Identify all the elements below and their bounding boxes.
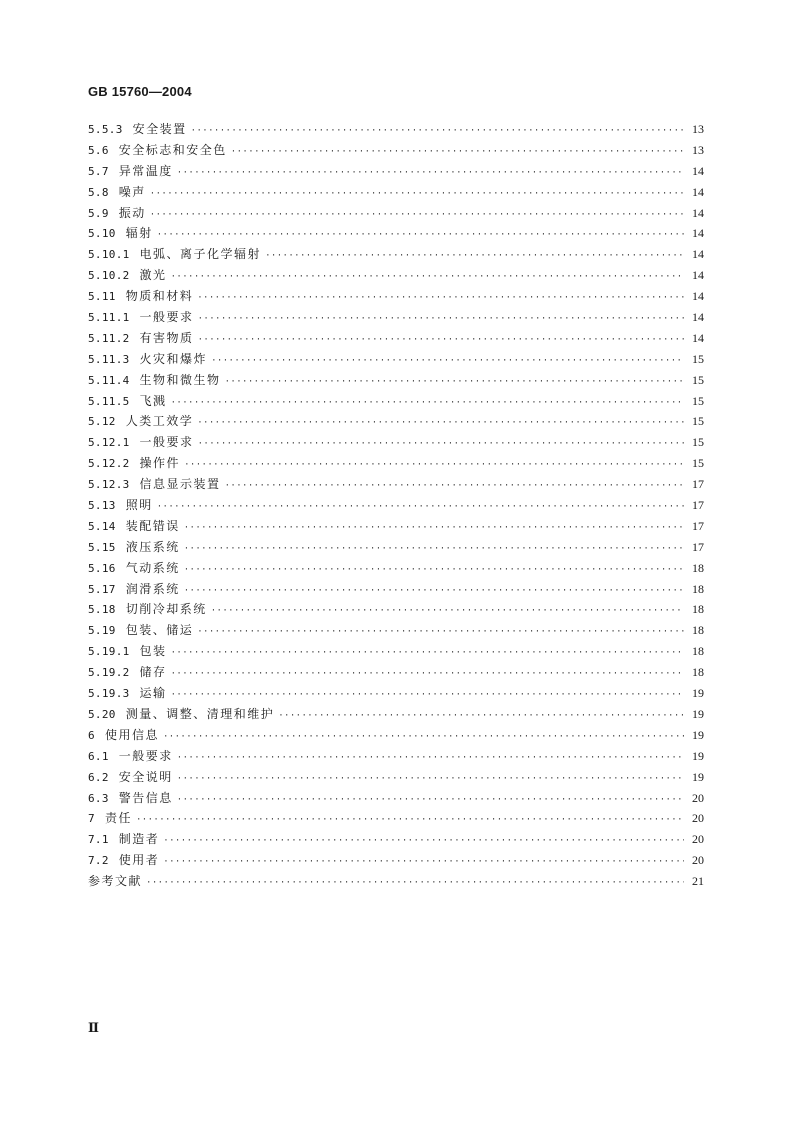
toc-entry: [88, 495, 704, 516]
toc-dot-leader: [191, 121, 684, 142]
toc-entry-number: 5.12: [88, 415, 116, 429]
toc-entry-page: 17: [692, 539, 704, 554]
toc-entry-number: 5.19.1: [88, 645, 130, 659]
toc-entry-page: 17: [692, 477, 704, 492]
toc-entry-title: 一般要求: [118, 748, 173, 763]
toc-dot-leader: [211, 601, 684, 622]
toc-dot-leader: [197, 288, 684, 309]
toc-entry-title: 有害物质: [139, 330, 194, 345]
toc-entry-number: 5.11: [88, 290, 116, 304]
toc-entry-title: 包装、储运: [125, 623, 194, 638]
toc-dot-leader: [184, 581, 684, 602]
toc-entry-number: 5.8: [88, 185, 109, 199]
toc-entry: [88, 662, 704, 683]
toc-entry-number: 5.19.2: [88, 666, 130, 680]
toc-entry: [88, 746, 704, 767]
toc-entry-title: 飞溅: [139, 393, 167, 408]
toc-dot-leader: [163, 852, 684, 873]
toc-entry-number: 5.15: [88, 540, 116, 554]
toc-dot-leader: [225, 372, 684, 393]
toc-entry-title: 照明: [125, 498, 153, 513]
toc-entry: [88, 265, 704, 286]
toc-entry-title: 辐射: [125, 226, 153, 241]
toc-entry: [88, 328, 704, 349]
toc-dot-leader: [184, 455, 684, 476]
toc-entry-title: 安全说明: [118, 769, 173, 784]
toc-entry-number: 5.5.3: [88, 123, 123, 136]
toc-dot-leader: [171, 643, 684, 664]
toc-entry-number: 6.1: [88, 749, 109, 763]
page-number-footer: Ⅱ: [88, 1020, 99, 1035]
toc-dot-leader: [177, 163, 684, 184]
toc-entry-number: 7.1: [88, 833, 109, 847]
table-of-contents: [88, 119, 704, 892]
toc-dot-leader: [265, 246, 684, 267]
toc-entry-title: 安全装置: [132, 122, 187, 136]
toc-entry-page: 19: [692, 686, 704, 701]
toc-dot-leader: [231, 142, 684, 163]
toc-entry-number: 5.10.1: [88, 248, 130, 262]
toc-entry-number: 5.19.3: [88, 687, 130, 701]
toc-dot-leader: [225, 476, 684, 497]
toc-entry-title: 储存: [139, 665, 167, 680]
toc-entry-page: 14: [692, 247, 704, 262]
toc-entry: [88, 641, 704, 662]
toc-entry-page: 14: [692, 268, 704, 283]
toc-entry-number: 5.16: [88, 561, 116, 575]
toc-entry-page: 13: [692, 142, 704, 157]
toc-entry-title: 润滑系统: [125, 581, 180, 596]
toc-entry: [88, 558, 704, 579]
toc-entry-number: 5.11.2: [88, 331, 130, 345]
toc-entry: [88, 683, 704, 704]
toc-entry-title: 装配错误: [125, 518, 180, 533]
toc-entry-page: 19: [692, 727, 704, 742]
toc-entry-page: 15: [692, 351, 704, 366]
toc-entry-number: 7: [88, 812, 95, 826]
toc-entry-number: 5.11.5: [88, 394, 130, 408]
toc-entry-page: 18: [692, 665, 704, 680]
toc-dot-leader: [197, 413, 684, 434]
toc-entry: [88, 370, 704, 391]
toc-entry: [88, 203, 704, 224]
toc-entry-number: 5.13: [88, 499, 116, 513]
toc-entry: [88, 161, 704, 182]
toc-dot-leader: [177, 748, 684, 769]
toc-entry-title: 液压系统: [125, 539, 180, 554]
toc-entry-title: 气动系统: [125, 560, 180, 575]
toc-entry-page: 14: [692, 226, 704, 241]
toc-dot-leader: [146, 873, 684, 894]
toc-entry: [88, 307, 704, 328]
toc-dot-leader: [278, 706, 684, 727]
toc-entry-page: 19: [692, 769, 704, 784]
toc-entry-page: 15: [692, 435, 704, 450]
toc-entry-number: 5.6: [88, 143, 109, 157]
toc-dot-leader: [177, 790, 684, 811]
toc-entry: [88, 223, 704, 244]
toc-entry: [88, 599, 704, 620]
toc-dot-leader: [136, 810, 684, 831]
toc-dot-leader: [157, 225, 684, 246]
toc-entry-title: 火灾和爆炸: [139, 351, 208, 366]
toc-entry-title: 责任: [104, 811, 132, 826]
toc-entry: [88, 474, 704, 495]
toc-entry-number: 5.7: [88, 164, 109, 178]
toc-entry-page: 19: [692, 748, 704, 763]
toc-entry: [88, 788, 704, 809]
toc-entry: [88, 140, 704, 161]
toc-dot-leader: [171, 685, 684, 706]
toc-entry-page: 18: [692, 581, 704, 596]
toc-dot-leader: [171, 664, 684, 685]
toc-dot-leader: [171, 267, 684, 288]
toc-entry: [88, 704, 704, 725]
toc-entry-title: 异常温度: [118, 163, 173, 178]
toc-entry-title: 激光: [139, 268, 167, 283]
toc-dot-leader: [197, 622, 684, 643]
toc-entry: [88, 119, 704, 140]
toc-entry-number: 5.11.4: [88, 373, 130, 387]
toc-entry-page: 14: [692, 205, 704, 220]
toc-entry-title: 信息显示装置: [139, 477, 221, 492]
toc-entry-page: 13: [692, 122, 704, 136]
toc-dot-leader: [171, 393, 684, 414]
toc-entry: [88, 453, 704, 474]
toc-entry-page: 19: [692, 706, 704, 721]
toc-dot-leader: [184, 518, 684, 539]
toc-dot-leader: [163, 831, 684, 852]
toc-entry: [88, 432, 704, 453]
toc-dot-leader: [184, 539, 684, 560]
toc-entry-page: 15: [692, 456, 704, 471]
toc-dot-leader: [157, 497, 684, 518]
toc-entry-number: 6.3: [88, 791, 109, 805]
toc-entry-title: 包装: [139, 644, 167, 659]
toc-entry-title: 操作件: [139, 456, 181, 471]
toc-entry-number: 5.10.2: [88, 269, 130, 283]
toc-entry-title: 电弧、离子化学辐射: [139, 247, 262, 262]
toc-dot-leader: [198, 330, 684, 351]
toc-entry-number: 5.12.2: [88, 457, 130, 471]
toc-entry-number: 5.17: [88, 582, 116, 596]
toc-dot-leader: [198, 309, 684, 330]
toc-entry-page: 14: [692, 310, 704, 325]
toc-entry-page: 18: [692, 644, 704, 659]
toc-entry-title: 警告信息: [118, 790, 173, 805]
toc-entry: [88, 411, 704, 432]
toc-dot-leader: [211, 351, 684, 372]
toc-entry-number: 5.14: [88, 519, 116, 533]
toc-entry: [88, 391, 704, 412]
toc-entry: [88, 850, 704, 871]
toc-dot-leader: [177, 769, 684, 790]
toc-dot-leader: [150, 184, 684, 205]
toc-entry: [88, 349, 704, 370]
toc-entry-number: 5.19: [88, 624, 116, 638]
toc-entry: [88, 871, 704, 892]
toc-entry-page: 18: [692, 560, 704, 575]
toc-entry-page: 20: [692, 853, 704, 868]
toc-entry-title: 一般要求: [139, 435, 194, 450]
toc-entry-title: 人类工效学: [125, 414, 194, 429]
toc-entry-page: 20: [692, 811, 704, 826]
toc-entry-page: 18: [692, 623, 704, 638]
toc-entry-title: 安全标志和安全色: [118, 142, 227, 157]
toc-entry-number: 5.20: [88, 707, 116, 721]
toc-entry-title: 使用者: [118, 853, 160, 868]
toc-entry: [88, 579, 704, 600]
toc-entry-title: 参考文献: [88, 874, 143, 889]
toc-entry-title: 一般要求: [139, 310, 194, 325]
toc-entry-page: 15: [692, 393, 704, 408]
toc-entry-page: 14: [692, 289, 704, 304]
toc-entry-page: 20: [692, 832, 704, 847]
toc-entry-number: 6.2: [88, 770, 109, 784]
toc-entry-page: 14: [692, 163, 704, 178]
toc-entry-number: 5.11.3: [88, 352, 130, 366]
toc-entry-page: 15: [692, 414, 704, 429]
toc-entry-number: 5.18: [88, 603, 116, 617]
toc-entry-page: 15: [692, 372, 704, 387]
document-code-header: GB 15760—2004: [88, 84, 192, 99]
toc-entry-number: 5.10: [88, 227, 116, 241]
toc-entry: [88, 767, 704, 788]
toc-entry-title: 噪声: [118, 184, 146, 199]
toc-entry: [88, 516, 704, 537]
toc-entry-title: 物质和材料: [125, 289, 194, 304]
toc-entry-page: 14: [692, 330, 704, 345]
toc-entry-title: 测量、调整、清理和维护: [125, 706, 275, 721]
toc-entry: [88, 808, 704, 829]
toc-dot-leader: [150, 205, 684, 226]
toc-entry-page: 17: [692, 498, 704, 513]
toc-entry-title: 使用信息: [104, 727, 159, 742]
toc-entry-title: 制造者: [118, 832, 160, 847]
toc-entry-number: 5.12.3: [88, 478, 130, 492]
toc-entry-title: 运输: [139, 686, 167, 701]
toc-entry-page: 14: [692, 184, 704, 199]
toc-entry-page: 20: [692, 790, 704, 805]
toc-dot-leader: [184, 560, 684, 581]
toc-entry-number: 5.9: [88, 206, 109, 220]
toc-entry-page: 21: [692, 874, 704, 889]
toc-entry-page: 17: [692, 518, 704, 533]
toc-entry: [88, 537, 704, 558]
toc-entry-number: 5.11.1: [88, 311, 130, 325]
toc-entry: [88, 286, 704, 307]
toc-entry-number: 6: [88, 728, 95, 742]
toc-entry-number: 7.2: [88, 854, 109, 868]
toc-entry-number: 5.12.1: [88, 436, 130, 450]
toc-entry-page: 18: [692, 602, 704, 617]
toc-entry: [88, 244, 704, 265]
toc-entry-title: 切削冷却系统: [125, 602, 207, 617]
toc-entry: [88, 620, 704, 641]
toc-dot-leader: [198, 434, 684, 455]
toc-entry: [88, 829, 704, 850]
toc-entry-title: 振动: [118, 205, 146, 220]
toc-entry: [88, 182, 704, 203]
toc-dot-leader: [163, 727, 684, 748]
toc-entry-title: 生物和微生物: [139, 372, 221, 387]
toc-entry: [88, 725, 704, 746]
